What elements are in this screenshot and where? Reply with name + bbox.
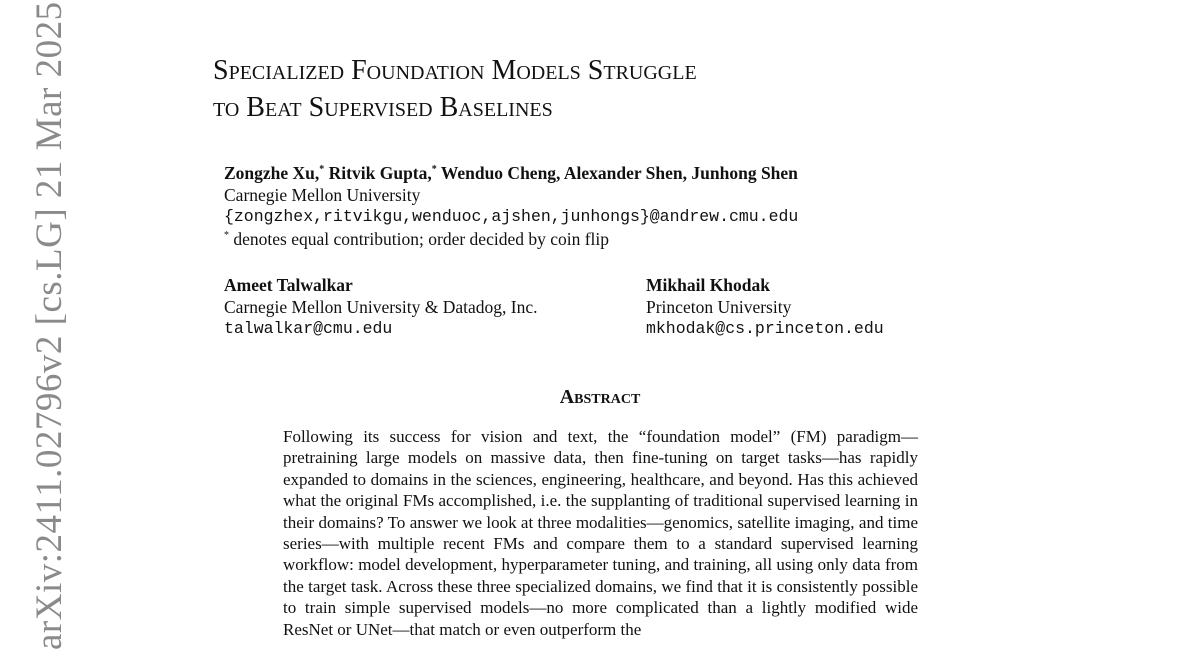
affiliation: Princeton University <box>646 297 792 317</box>
author-list <box>224 162 798 184</box>
author-group-main <box>224 162 798 250</box>
abstract-text: Following its success for vision and text, the “foundation model” (FM) paradigm—pretraining large models on massive data, then fine-tuning on target tasks—has rapidly expanded to domains in the sciences, engineering, healthcare, and beyond. Has this achieved what the original FMs accomplished, i.e. the supplanting of traditional supervised learning in their domains? To answer we look at three modalities—genomics, satellite imaging, and time series—with multiple recent FMs and compare them to a standard supervised learning workflow: model development, hyperparameter tuning, and training, all using only data from the target task. Across these three specialized domains, we find that it is consistently possible to train simple supervised models—no more complicated than a lightly modified wide ResNet or UNet—that match or even outperform the <box>283 427 918 639</box>
contribution-note <box>224 228 798 250</box>
title-line-1: Specialized Foundation Models Struggle <box>213 55 697 86</box>
author-name: Zongzhe Xu, <box>224 163 320 183</box>
note-mark: * <box>224 230 229 242</box>
author-name: Ritvik Gupta, <box>328 163 432 183</box>
author-email: mkhodak@cs.princeton.edu <box>646 319 884 338</box>
paper-title <box>213 52 697 126</box>
abstract-heading: Abstract <box>559 386 641 408</box>
affiliation: Carnegie Mellon University & Datadog, Inc. <box>224 297 538 317</box>
arxiv-identifier: arXiv:2411.02796v2 [cs.LG] 21 Mar 2025 <box>29 1 70 650</box>
author-email: {zongzhex,ritvikgu,wenduoc,ajshen,junhongs}@andrew.cmu.edu <box>224 207 799 226</box>
equal-contribution-mark: * <box>431 164 437 176</box>
equal-contribution-mark: * <box>319 164 325 176</box>
author-group-talwalkar <box>224 274 537 340</box>
note-text: denotes equal contribution; order decided by coin flip <box>229 229 610 249</box>
affiliation: Carnegie Mellon University <box>224 185 421 205</box>
author-name: Ameet Talwalkar <box>224 275 353 295</box>
author-email: talwalkar@cmu.edu <box>224 319 393 338</box>
author-group-khodak <box>646 274 884 340</box>
title-line-2: to Beat Supervised Baselines <box>213 92 553 123</box>
author-name: Mikhail Khodak <box>646 275 771 295</box>
author-name: Wenduo Cheng, Alexander Shen, Junhong Shen <box>440 163 798 183</box>
